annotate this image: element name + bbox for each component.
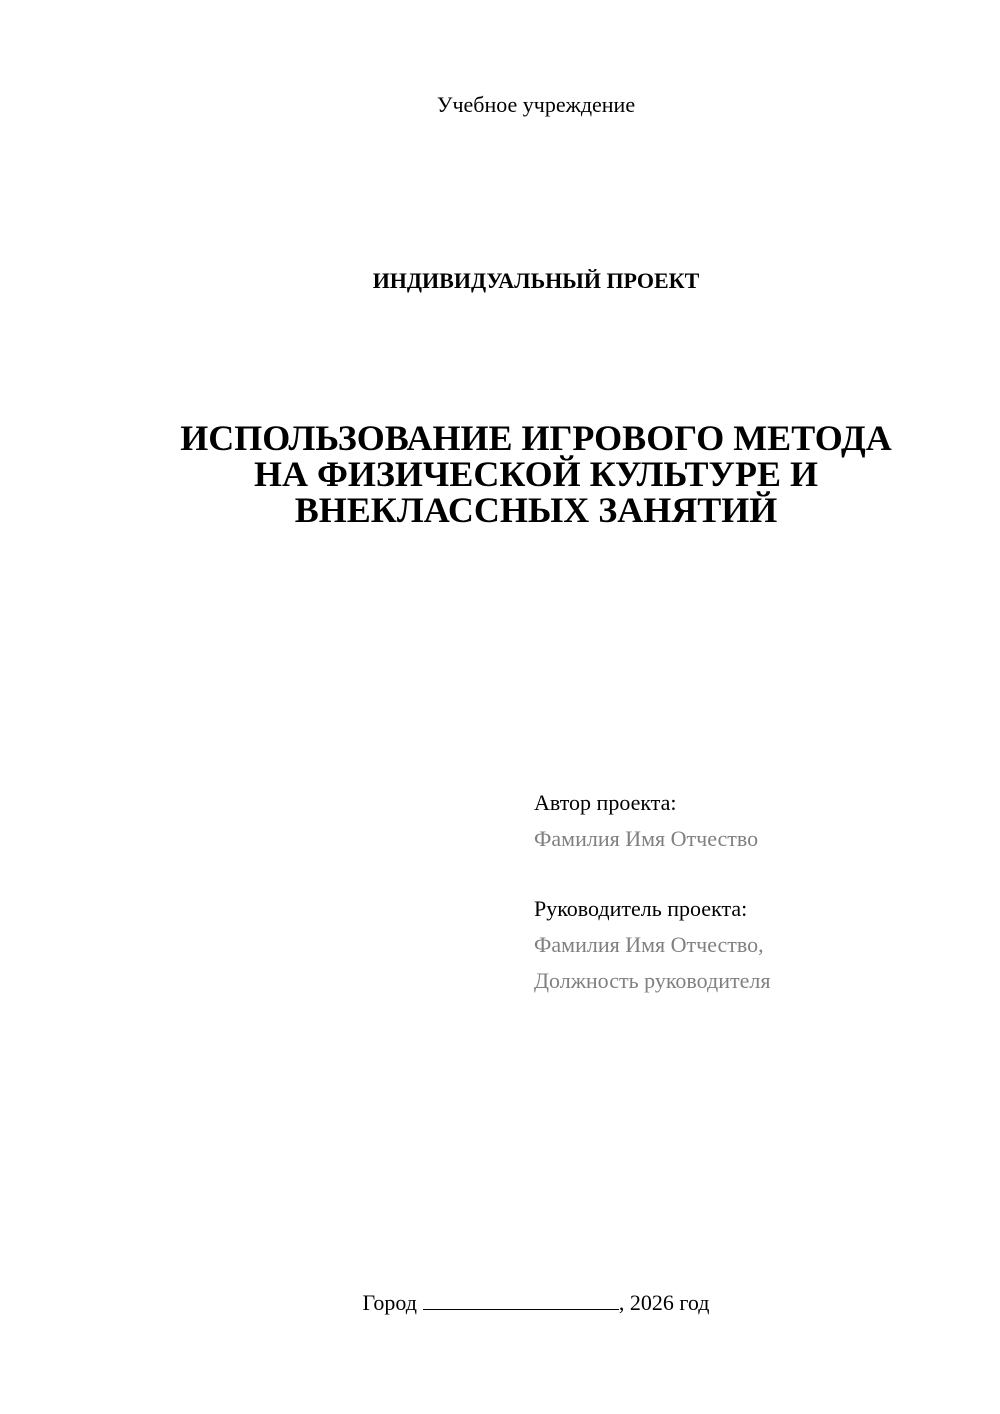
project-type-heading: ИНДИВИДУАЛЬНЫЙ ПРОЕКТ xyxy=(372,268,700,293)
project-title-line: НА ФИЗИЧЕСКОЙ КУЛЬТУРЕ И xyxy=(254,454,818,494)
author-name: Фамилия Имя Отчество xyxy=(534,826,759,851)
project-title-line: ИСПОЛЬЗОВАНИЕ ИГРОВОГО МЕТОДА xyxy=(180,418,892,458)
footer-city-year xyxy=(0,1290,1000,1316)
supervisor-position: Должность руководителя xyxy=(534,968,771,993)
supervisor-name: Фамилия Имя Отчество, xyxy=(534,932,764,957)
author-label: Автор проекта: xyxy=(534,790,677,815)
supervisor-label: Руководитель проекта: xyxy=(534,896,748,921)
year-text: , 2026 год xyxy=(618,1290,710,1315)
project-title-line: ВНЕКЛАССНЫХ ЗАНЯТИЙ xyxy=(294,490,778,530)
author-block xyxy=(534,785,974,857)
institution-name: Учебное учреждение xyxy=(436,92,636,117)
city-blank-line xyxy=(423,1291,619,1310)
supervisor-block xyxy=(534,891,974,999)
city-label: Город xyxy=(362,1290,417,1315)
project-title xyxy=(100,420,972,528)
